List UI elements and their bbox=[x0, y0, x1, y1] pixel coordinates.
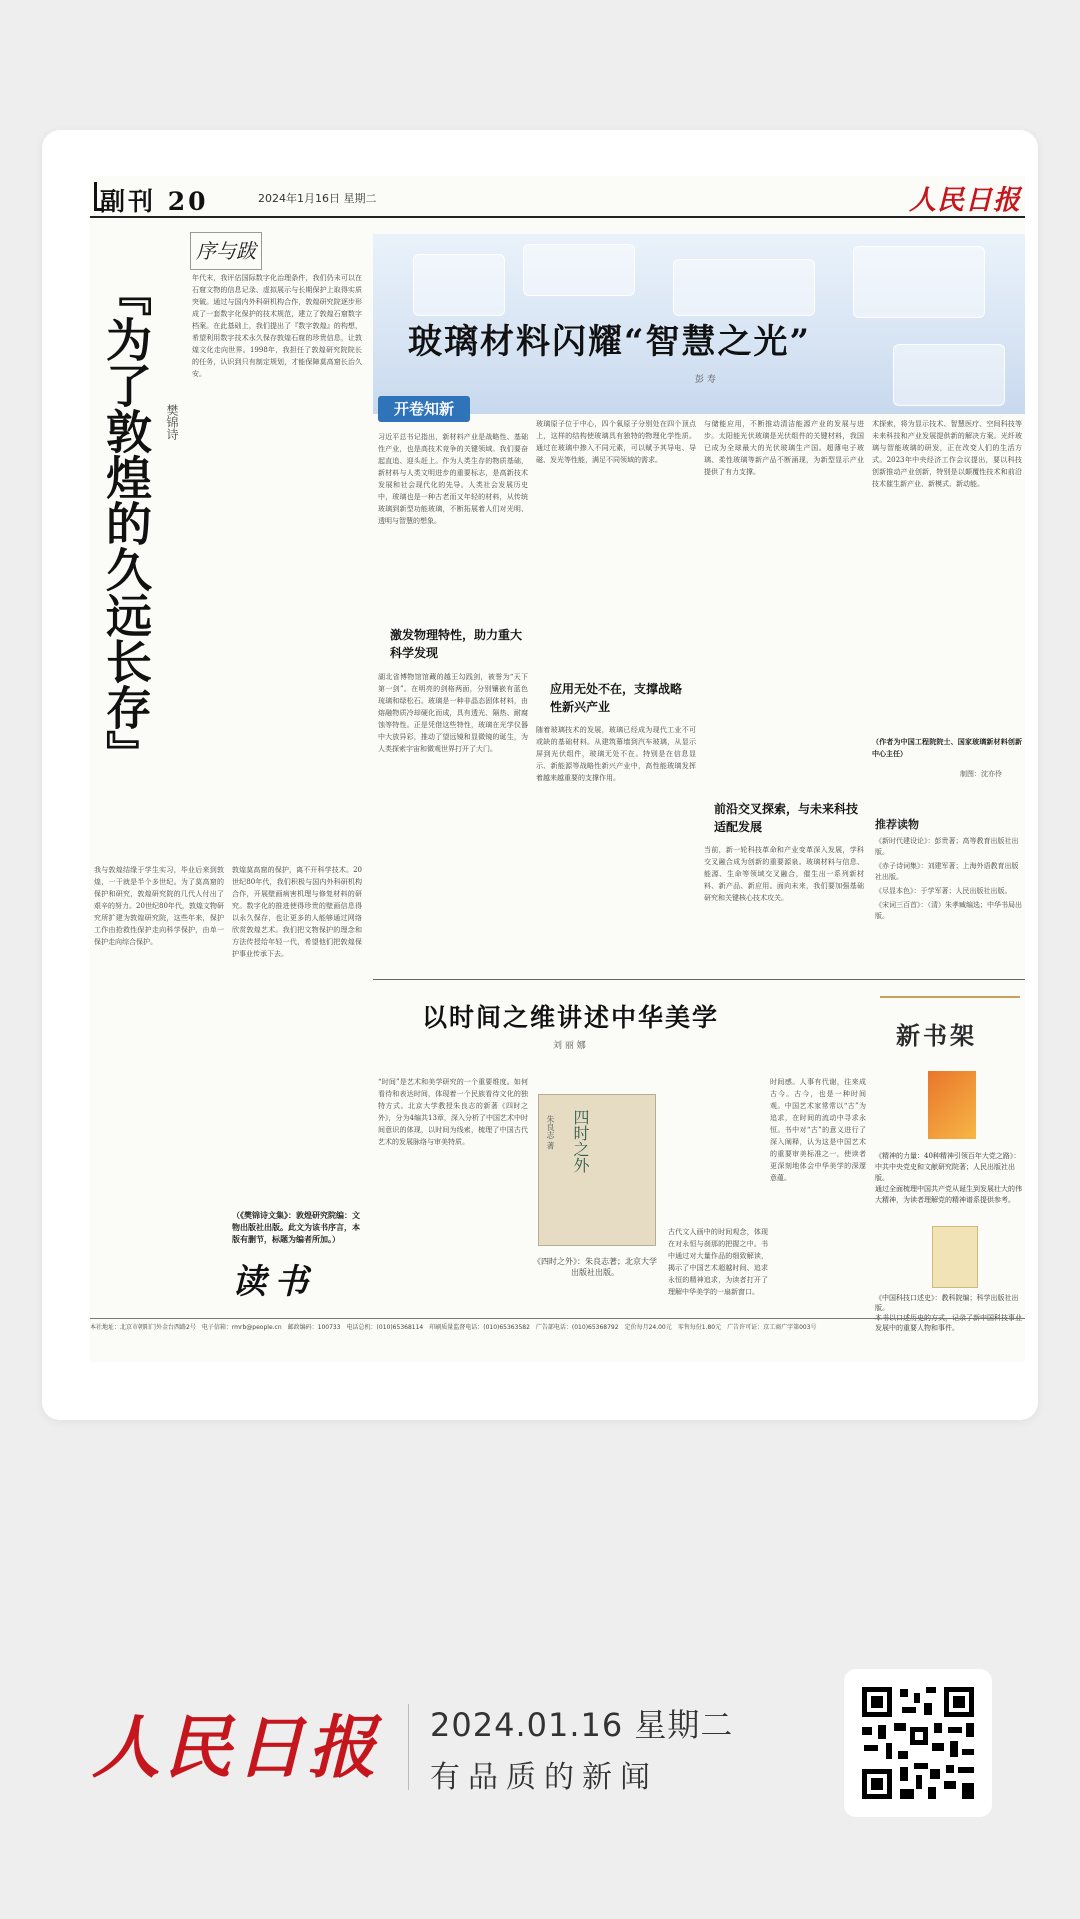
qr-code-icon bbox=[858, 1683, 978, 1803]
book-cover-title: 四时之外 bbox=[571, 1109, 590, 1173]
column-name: 读书 bbox=[232, 1262, 316, 1302]
book2-cover bbox=[932, 1226, 978, 1288]
recommend-item[interactable]: 《宋词三百首》：（清）朱孝臧编选；中华书局出版。 bbox=[875, 901, 1022, 920]
glass-pane-decor bbox=[413, 254, 505, 316]
recommend-box bbox=[875, 816, 1025, 976]
book1-cover bbox=[928, 1071, 976, 1139]
book1-note: 通过全面梳理中国共产党从诞生到发展壮大的伟大精神，为读者理解党的精神谱系提供参考。 bbox=[875, 1185, 1022, 1204]
glass-pane-decor bbox=[673, 259, 815, 316]
main-headline: 玻璃材料闪耀“智慧之光” bbox=[408, 322, 812, 362]
kaijuan-badge: 开卷知新 bbox=[378, 396, 470, 422]
book-cover-author: 朱良志 著 bbox=[546, 1115, 555, 1150]
essay-author: 樊锦诗 bbox=[165, 404, 179, 440]
page-header bbox=[90, 176, 1025, 216]
book-cover-image bbox=[538, 1094, 656, 1246]
main-col1: 习近平总书记指出，新材料产业是战略性、基础性产业，也是高技术竞争的关键领域。我们要奋起直追、迎头赶上。作为人类生存的物质基础，新材料与人类文明进步的重要标志，是高新技术发展和社会现代化的先导。人类社会发展历史中，玻璃也是一种古老而又年轻的材料，从传统玻璃到新型功能玻璃，不断拓展着人们对光明、透明与智慧的想象。 bbox=[378, 433, 528, 525]
issue-date: 2024年1月16日 星期二 bbox=[258, 192, 377, 205]
recommend-item[interactable]: 《赤子诗词集》：刘建军著；上海外语教育出版社出版。 bbox=[875, 862, 1019, 881]
bottom-slogan: 有品质的新闻 bbox=[430, 1760, 658, 1795]
glass-pane-decor bbox=[523, 244, 635, 296]
second-byline: 刘 丽 娜 bbox=[553, 1041, 586, 1051]
essay-body-right: 敦煌莫高窟的保护，离不开科学技术。20世纪80年代，我们积极与国内外科研机构合作，开展壁画病害机理与修复材料的研究。数字化的推进使得珍贵的壁画信息得以永久保存，也让更多的人能够通过网络欣赏敦煌艺术。我们把文物保护的理念和方法传授给年轻一代，希望他们把敦煌保护事业传承下去。 bbox=[232, 866, 362, 958]
new-books-title: 新书架 bbox=[896, 1021, 977, 1050]
newspaper-page[interactable] bbox=[90, 176, 1025, 1362]
masthead-logo: 人民日报 bbox=[909, 185, 1021, 216]
main-col1b: 湖北省博物馆馆藏的越王勾践剑，被誉为“天下第一剑”。在明亮的剑格两面，分别镶嵌有蓝色琉璃和绿松石。玻璃是一种非晶态固体材料，由熔融物质冷却硬化而成，具有透光、隔热、耐腐蚀等特性。正是凭借这些特性，玻璃在光学仪器中大放异彩，推动了望远镜和显微镜的诞生，为人类探索宇宙和微观世界打开了大门。 bbox=[378, 673, 528, 753]
book1-caption bbox=[875, 1151, 1025, 1206]
essay-title: 『为了敦煌的久远长存』 bbox=[99, 270, 153, 776]
essay-body-mid: 我与敦煌结缘于学生实习，毕业后来到敦煌，一干就是半个多世纪。为了莫高窟的保护和研究，敦煌研究院的几代人付出了艰辛的努力。20世纪80年代，敦煌文物研究所扩建为敦煌研究院，这些年来，保护工作由抢救性保护走向科学保护，由单一保护走向综合保护。 bbox=[94, 866, 224, 946]
main-col2b: 随着玻璃技术的发展，玻璃已经成为现代工业不可或缺的基础材料。从建筑幕墙到汽车玻璃，从显示屏到光伏组件，玻璃无处不在。特别是在信息显示、新能源等战略性新兴产业中，高性能玻璃发挥着越来越重要的支撑作用。 bbox=[536, 726, 696, 782]
bottom-divider bbox=[408, 1704, 409, 1790]
main-col4: 术探索，将为显示技术、智慧医疗、空间科技等未来科技和产业发展提供新的解决方案。光纤玻璃与智能玻璃的研发，正在改变人们的生活方式。2023年中央经济工作会议提出，要以科技创新推动产业创新，特别是以颠覆性技术和前沿技术催生新产业、新模式、新动能。 bbox=[872, 420, 1022, 488]
essay-source-note: （《樊锦诗文集》：敦煌研究院编：文物出版社出版。此文为该书序言，本版有删节，标题为编者所加。） bbox=[232, 1210, 360, 1244]
book-caption: 《四时之外》：朱良志著；北京大学出版社出版。 bbox=[533, 1257, 657, 1277]
second-col3: 时间感。人事有代谢，往来成古今。古今，也是一种时间观。中国艺术家常常以“古”为追求，在时间的流动中寻求永恒。书中对“古”的意义进行了深入阐释，认为这是中国艺术的重要审美标准之一，使读者更深刻地体会中华美学的深邃意蕴。 bbox=[770, 1078, 866, 1182]
second-col2: 古代文人画中的时间观念，体现在对永恒与刹那的把握之中。书中通过对大量作品的细致解读，揭示了中国艺术超越时间、追求永恒的精神追求，为读者打开了理解中华美学的一扇新窗口。 bbox=[668, 1228, 768, 1296]
main-subhead-3: 前沿交叉探索，与未来科技适配发展 bbox=[714, 802, 859, 834]
essay-body-top: 年代末，我评估国际数字化治理条件，我们仍未可以在石窟文物的信息记录、虚拟展示与长期保护上取得实质突破。通过与国内外科研机构合作，敦煌研究院逐步形成了一套数字化保护的技术规范，建立了敦煌石窟数字档案。在此基础上，我们提出了『数字敦煌』的构想，希望利用数字技术永久保存敦煌石窟的珍贵信息，让敦煌文化走向世界。1998年，我担任了敦煌研究院院长的任务，认识到只有制定规划，才能保障莫高窟长治久安。 bbox=[192, 274, 362, 378]
book1-title[interactable]: 《精神的力量：40种精神引领百年大党之路》：中共中央党史和文献研究院著；人民出版社出版。 bbox=[875, 1152, 1021, 1182]
main-graphic-credit: 制图：沈亦伶 bbox=[960, 770, 1002, 778]
main-col3b: 当前，新一轮科技革命和产业变革深入发展，学科交叉融合成为创新的重要源泉。玻璃材料与信息、能源、生命等领域交叉融合，催生出一系列新材料、新产品、新应用。面向未来，我们要加强基础研究和关键核心技术攻关。 bbox=[704, 846, 864, 902]
main-col2: 玻璃原子位于中心，四个氧原子分别处在四个顶点上，这样的结构使玻璃具有独特的物理化学性质。通过在玻璃中掺入不同元素，可以赋予其导电、导磁、发光等性能，满足不同领域的需求。 bbox=[536, 420, 696, 464]
bottom-brand-logo: 人民日报 bbox=[92, 1708, 381, 1788]
main-byline: 彭 寿 bbox=[695, 375, 716, 385]
second-col1: “时间”是艺术和美学研究的一个重要维度。如何看待和表达时间，体现着一个民族看待文化的独特方式。北京大学教授朱良志的新著《四时之外》，分为4编共13章，深入分析了中国艺术中时间意识的体现，以时间为线索，梳理了中国古代艺术的发展脉络与审美特质。 bbox=[378, 1078, 528, 1146]
column-badge: 序与跋 bbox=[190, 232, 262, 270]
section-divider bbox=[373, 979, 1025, 980]
book2-title[interactable]: 《中国科技口述史》：教科院编；科学出版社出版。 bbox=[875, 1294, 1019, 1312]
main-author-note: （作者为中国工程院院士、国家玻璃新材料创新中心主任） bbox=[872, 737, 1022, 758]
glass-pane-decor bbox=[853, 246, 985, 318]
recommend-item[interactable]: 《新时代建设论》：彭贵著；高等教育出版社出版。 bbox=[875, 837, 1019, 856]
qr-code[interactable] bbox=[844, 1669, 992, 1817]
header-rule bbox=[90, 216, 1025, 218]
glass-pane-decor bbox=[893, 344, 1005, 406]
page-footer: 本社地址：北京市朝阳门外金台西路2号 电子信箱：rmrb@people.cn 邮政编码：100733 电话总机：(010)65368114 印刷质量监督电话：(010)65363582 广告部电话：(010)65368792 定价每月24.00元 零售每份1.80元 广告许可证：京工商广字第003号 bbox=[90, 1318, 1025, 1339]
section-title: 副刊 20 bbox=[100, 187, 209, 216]
recommend-title: 推荐读物 bbox=[875, 818, 919, 831]
recommend-item[interactable]: 《尽显本色》：于学军著；人民出版社出版。 bbox=[875, 887, 1012, 895]
main-subhead-1: 激发物理特性，助力重大科学发现 bbox=[390, 628, 523, 660]
new-books-shelf bbox=[880, 996, 1020, 1058]
main-col3: 与储能应用，不断推动清洁能源产业的发展与进步。太阳能光伏玻璃是光伏组件的关键材料，我国已成为全球最大的光伏玻璃生产国。超薄电子玻璃、柔性玻璃等新产品不断涌现，为新型显示产业提供了有力支撑。 bbox=[704, 420, 864, 476]
main-subhead-2: 应用无处不在，支撑战略性新兴产业 bbox=[550, 682, 683, 714]
book2-note: 本书以口述历史的方式，记录了新中国科技事业发展中的重要人物和事件。 bbox=[875, 1314, 1022, 1332]
left-essay-column bbox=[90, 224, 368, 1314]
bottom-date: 2024.01.16 星期二 bbox=[430, 1706, 734, 1744]
second-headline: 以时间之维讲述中华美学 bbox=[422, 1003, 720, 1032]
